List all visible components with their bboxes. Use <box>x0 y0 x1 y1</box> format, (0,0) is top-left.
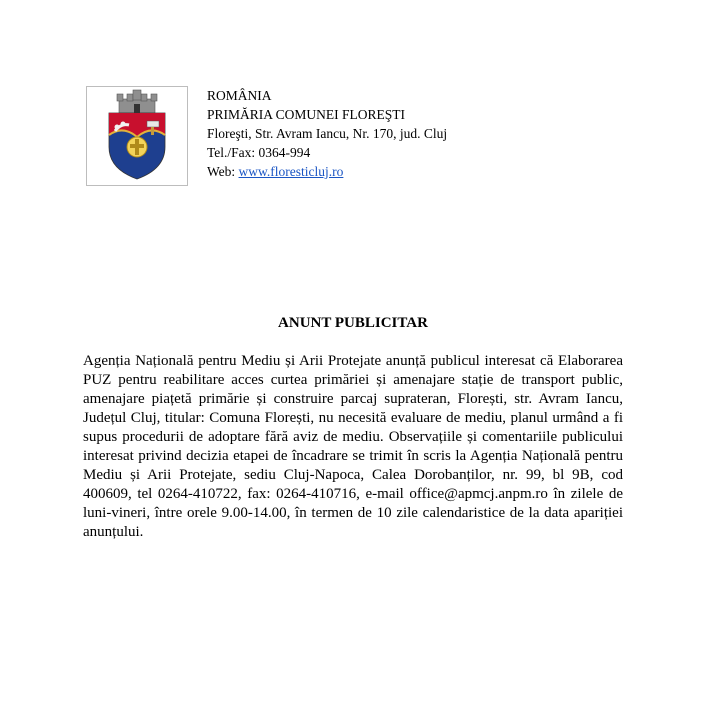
announcement-body: Agenția Națională pentru Mediu și Arii Protejate anunță publicul interesat că Elaborarea PUZ pentru reabilitare acces curtea primăriei și amenajare stație de transport public, amenajare piațetă primărie și construire parcaj suprateran, Florești, str. Avram Iancu, Județul Cluj, titular: Comuna Florești, nu necesită evaluare de mediu, planul urmând a fi supus procedurii de adoptare fără aviz de mediu. Observațiile și comentariile publicului interesat privind decizia etapei de încadrare se trimit în scris la Agenția Națională pentru Mediu și Arii Protejate, sediu Cluj-Napoca, Calea Dorobanților, nr. 99, bl 9B, cod 400609, tel 0264-410722, fax: 0264-410716, e-mail office@apmcj.anpm.ro în zilele de luni-vineri, între orele 9.00-14.00, în termen de 10 zile calendaristice de la data apariției anunțului. <box>83 353 623 540</box>
coat-of-arms-icon <box>87 87 187 185</box>
web-line <box>207 162 447 181</box>
coat-of-arms-frame <box>86 86 188 186</box>
web-label: Web: <box>207 164 239 179</box>
address-line: Floreşti, Str. Avram Iancu, Nr. 170, jud. Cluj <box>207 126 448 141</box>
phone-line: Tel./Fax: 0364-994 <box>207 145 311 160</box>
letterhead <box>207 86 447 181</box>
institution-name: PRIMĂRIA COMUNEI FLOREŞTI <box>207 107 406 122</box>
country-name: ROMÂNIA <box>207 88 272 103</box>
announcement-title: ANUNT PUBLICITAR <box>278 315 428 331</box>
website-link[interactable]: www.floresticluj.ro <box>238 164 344 179</box>
